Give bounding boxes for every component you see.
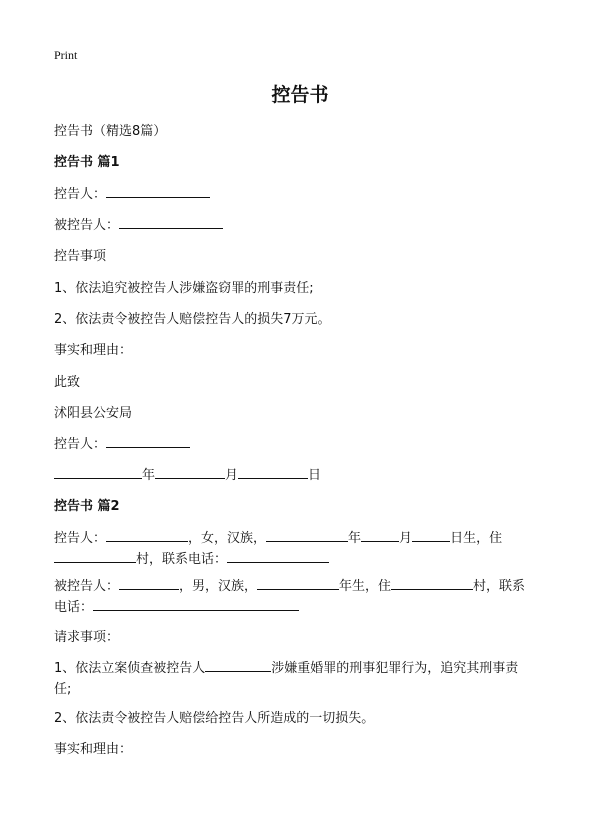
s2-defendant-label: 被控告人： bbox=[54, 579, 120, 594]
s2-def-village-blank bbox=[391, 577, 473, 590]
matter-item-1: 1、依法追究被控告人涉嫌盗窃罪的刑事责任; bbox=[54, 281, 314, 296]
s2-village-blank bbox=[54, 550, 136, 563]
s2-year-label: 年 bbox=[348, 531, 362, 546]
request-item-1-cont: 任; bbox=[54, 682, 72, 697]
day-label: 日 bbox=[308, 468, 322, 483]
s2-day-blank bbox=[412, 529, 450, 542]
s2-birth-text: 日生，住 bbox=[450, 531, 503, 546]
s2-def-name-blank bbox=[119, 577, 179, 590]
section1-heading: 控告书 篇1 bbox=[54, 155, 120, 170]
document-title: 控告书 bbox=[271, 84, 329, 106]
matter-item-2: 2、依法责令被控告人赔偿控告人的损失7万元。 bbox=[54, 312, 331, 327]
s2-gender-text: ，女，汉族， bbox=[188, 531, 267, 546]
day-blank bbox=[238, 466, 308, 479]
document-subtitle: 控告书（精选8篇） bbox=[54, 124, 167, 139]
request-heading: 请求事项： bbox=[54, 630, 120, 645]
request-item-1 bbox=[54, 657, 518, 676]
month-blank bbox=[155, 466, 225, 479]
defendant-label: 被控告人： bbox=[54, 218, 120, 233]
complainant-line bbox=[54, 183, 210, 202]
s2-complainant-line bbox=[54, 527, 502, 546]
s2-defendant-line bbox=[54, 575, 525, 594]
request-item-1-text-a: 1、依法立案侦查被控告人 bbox=[54, 661, 206, 676]
complainant-label: 控告人： bbox=[54, 187, 107, 202]
complainant-blank bbox=[106, 185, 210, 198]
signer-blank bbox=[106, 435, 190, 448]
request-item-1-blank bbox=[205, 659, 271, 672]
date-line bbox=[54, 464, 321, 483]
s2-defendant-line-2 bbox=[54, 596, 299, 615]
s2-def-birth-text: 年生，住 bbox=[339, 579, 392, 594]
s2-def-phone-blank bbox=[93, 598, 299, 611]
year-label: 年 bbox=[142, 468, 156, 483]
s2-facts-heading: 事实和理由： bbox=[54, 742, 133, 757]
request-item-2: 2、依法责令被控告人赔偿给控告人所造成的一切损失。 bbox=[54, 711, 375, 726]
year-blank bbox=[54, 466, 142, 479]
signer-line bbox=[54, 433, 190, 452]
s2-village-text: 村，联系电话： bbox=[136, 552, 228, 567]
s2-month-label: 月 bbox=[399, 531, 413, 546]
request-item-1-text-b: 涉嫌重婚罪的刑事犯罪行为，追究其刑事责 bbox=[271, 661, 519, 676]
facts-heading: 事实和理由： bbox=[54, 343, 133, 358]
s2-def-year-blank bbox=[257, 577, 339, 590]
s2-def-village-text: 村，联系 bbox=[473, 579, 526, 594]
defendant-line bbox=[54, 214, 223, 233]
s2-def-gender-text: ，男，汉族， bbox=[179, 579, 258, 594]
s2-month-blank bbox=[361, 529, 399, 542]
print-label: Print bbox=[54, 48, 78, 62]
closing-text: 此致 bbox=[54, 375, 81, 390]
s2-phone-blank bbox=[227, 550, 329, 563]
section2-heading: 控告书 篇2 bbox=[54, 499, 120, 514]
s2-def-phone-label: 电话： bbox=[54, 600, 94, 615]
matters-heading: 控告事项 bbox=[54, 249, 107, 264]
signer-label: 控告人： bbox=[54, 437, 107, 452]
defendant-blank bbox=[119, 216, 223, 229]
s2-complainant-label: 控告人： bbox=[54, 531, 107, 546]
s2-name-blank bbox=[106, 529, 188, 542]
recipient-text: 沭阳县公安局 bbox=[54, 406, 133, 421]
s2-year-blank bbox=[266, 529, 348, 542]
s2-complainant-line-2 bbox=[54, 548, 329, 567]
month-label: 月 bbox=[225, 468, 239, 483]
